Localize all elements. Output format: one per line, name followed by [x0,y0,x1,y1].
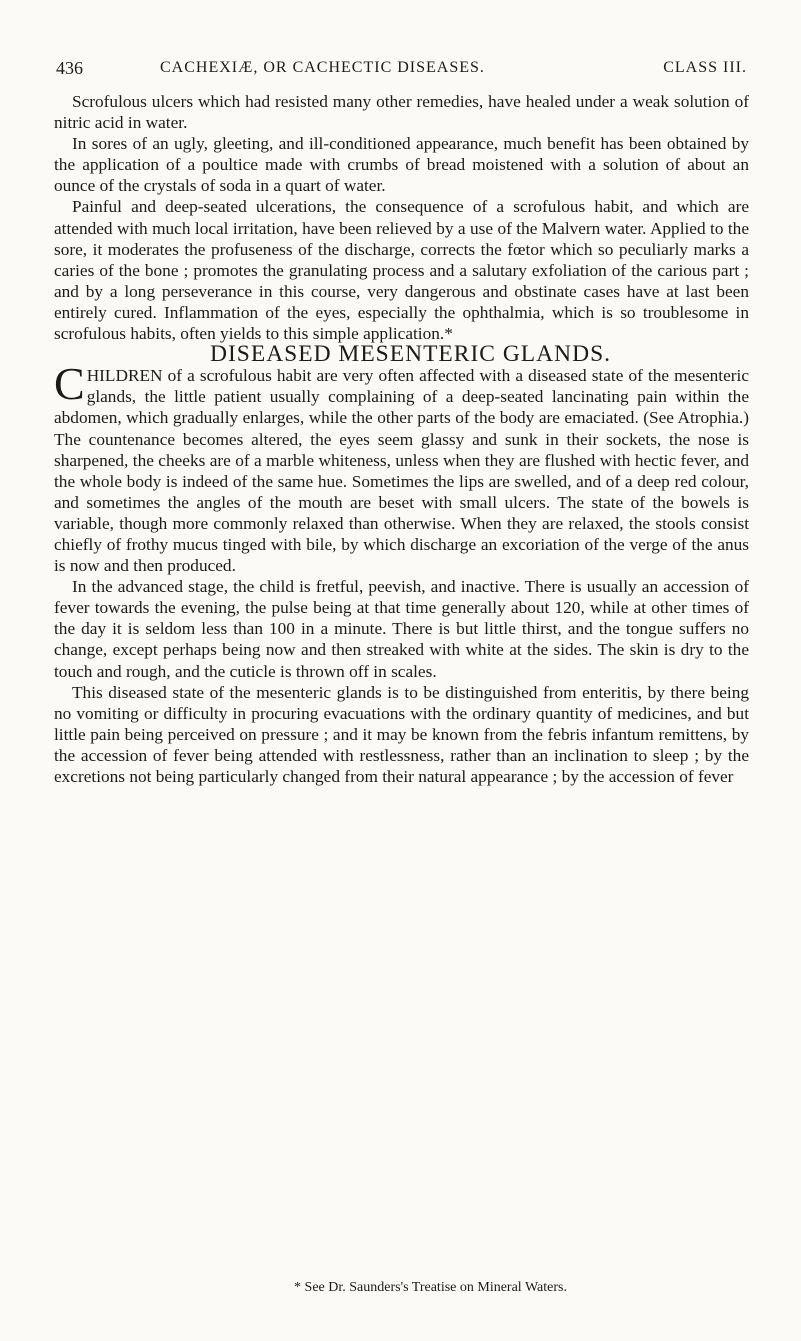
running-header [56,58,747,82]
paragraph-children [54,358,749,576]
running-title: CACHEXIÆ, OR CACHECTIC DISEASES. [160,59,485,76]
body-text [54,91,749,787]
drop-cap: C [54,358,85,410]
class-label: CLASS III. [663,59,747,76]
section-heading: DISEASED MESENTERIC GLANDS. [209,341,612,368]
paragraph-distinguished: This diseased state of the mesenteric glands is to be distinguished from enteritis, by there being no vomiting or difficulty in procuring evacuations with the ordinary quantity of medicines, and but little pain being perceived on pressure ; and it may be known from the febris infantum remittens, by the accession of fever being attended with restlessness, rather than an inclination to sleep ; by the excretions not being particularly changed from their natural appearance ; by the accession of fever [54,682,749,786]
footnote: * See Dr. Saunders's Treatise on Mineral Waters. [294,1280,567,1295]
paragraph-advanced-stage: In the advanced stage, the child is fretful, peevish, and inactive. There is usually an accession of fever towards the evening, the pulse being at that time generally about 120, while at other times of the day it is seldom less than 100 in a minute. There is but little thirst, and the tongue suffers no change, except perhaps being now and then streaked with white at the sides. The skin is dry to the touch and rough, and the cuticle is thrown off in scales. [54,577,749,681]
paragraph-nitric-acid: Scrofulous ulcers which had resisted many other remedies, have healed under a weak solution of nitric acid in water. [54,92,749,133]
paragraph-poultice: In sores of an ugly, gleeting, and ill-conditioned appearance, much benefit has been obtained by the application of a poultice made with crumbs of bread moistened with a solution of about an ounce of the crystals of soda in a quart of water. [54,134,749,196]
paragraph-children-text: HILDREN of a scrofulous habit are very often affected with a diseased state of the mesenteric glands, the little patient usually complaining of a deep-seated lancinating pain within the abdomen, which gradually enlarges, while the other parts of the body are emaciated. (See Atrophia.) The countenance becomes altered, the eyes seem glassy and sunk in their sockets, the nose is sharpened, the cheeks are of a marble whiteness, unless when they are flushed with hectic fever, and the whole body is indeed of the same hue. Sometimes the lips are swelled, and of a deep red colour, and sometimes the angles of the mouth are beset with small ulcers. The state of the bowels is variable, though more commonly relaxed than otherwise. When they are relaxed, the stools consist chiefly of frothy mucus tinged with bile, by which discharge an excoriation of the verge of the anus is now and then produced. [54,366,749,576]
page-number: 436 [56,58,83,78]
paragraph-malvern-water: Painful and deep-seated ulcerations, the consequence of a scrofulous habit, and which are attended with much local irritation, have been relieved by a use of the Malvern water. Applied to the sore, it moderates the profuseness of the discharge, corrects the fœtor which so peculiarly marks a caries of the bone ; promotes the granulating process and a salutary exfoliation of the carious part ; and by a long perseverance in this course, very dangerous and obstinate cases have at last been entirely cured. Inflammation of the eyes, especially the ophthalmia, which is so troublesome in scrofulous habits, often yields to this simple application.* [54,197,749,344]
